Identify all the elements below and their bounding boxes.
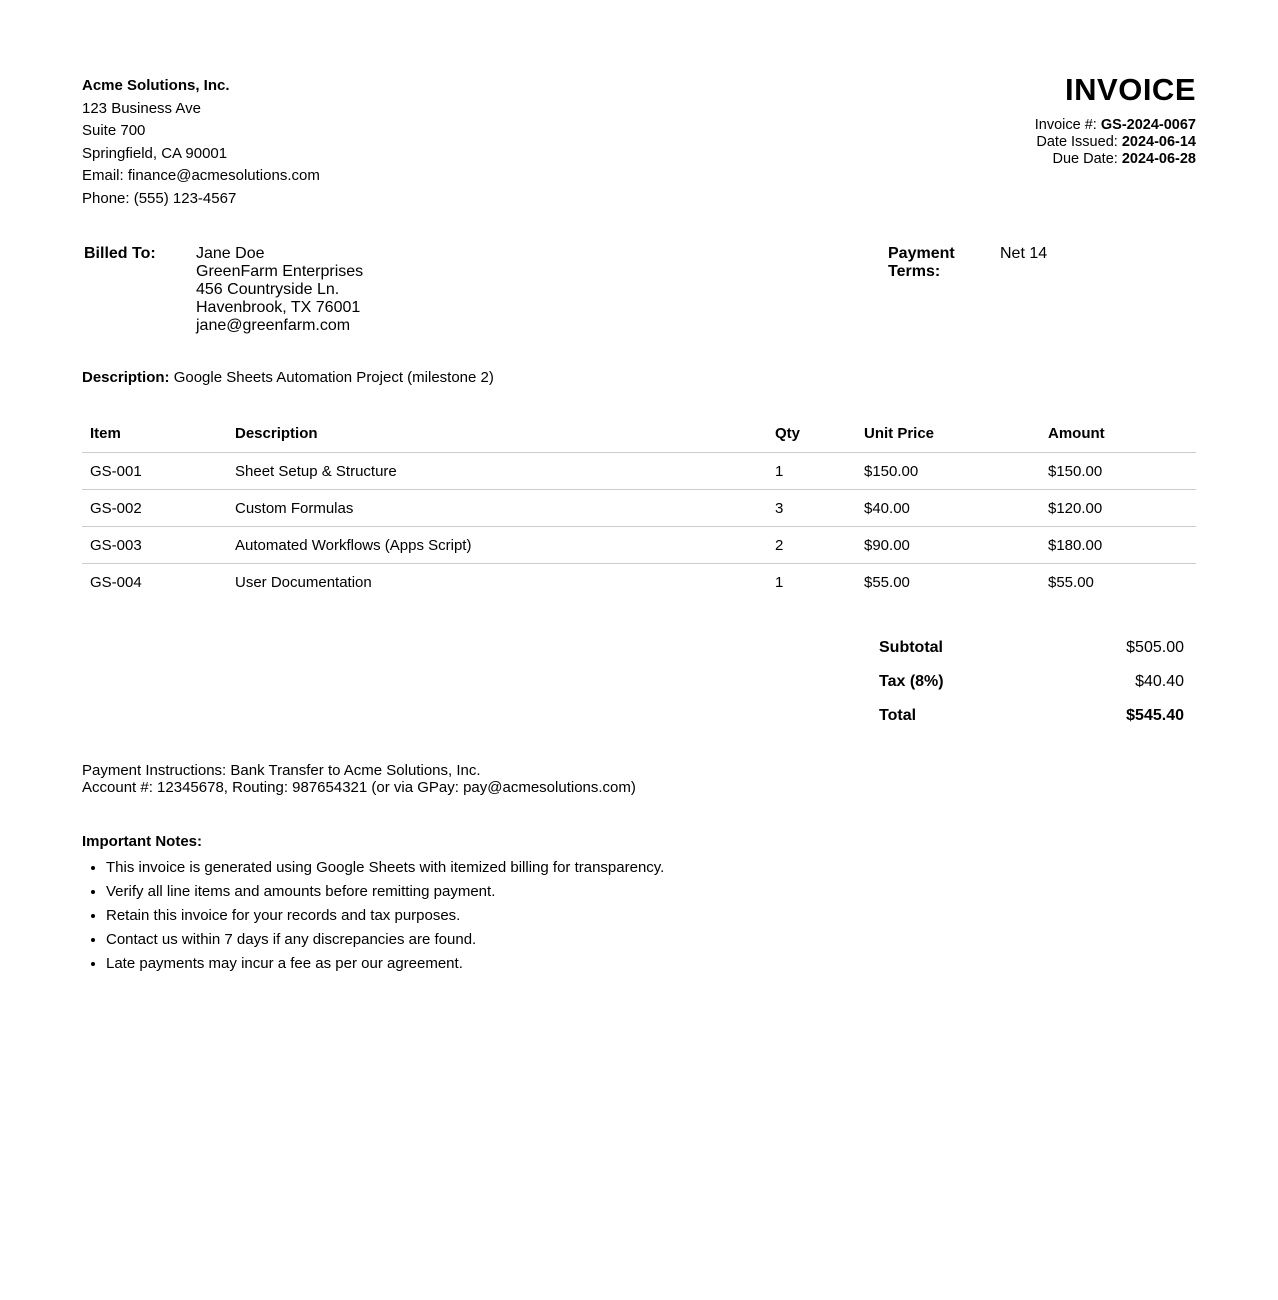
tax-row [879, 665, 1184, 699]
table-row [82, 527, 1196, 564]
date-issued: 2024-06-14 [1121, 134, 1196, 150]
line-items-table [82, 415, 1196, 600]
company-email: Email: finance@acmesolutions.com [82, 167, 320, 184]
item-code: GS-001 [82, 453, 227, 490]
item-description: Custom Formulas [227, 490, 767, 527]
subtotal-row [879, 631, 1184, 665]
list-item: • Contact us within 7 days if any discrepancies are found. [106, 928, 664, 952]
table-row [82, 564, 1196, 601]
due-date: 2024-06-28 [1121, 151, 1196, 167]
billed-to-address [196, 245, 363, 335]
payment-instructions-line2: Account #: 12345678, Routing: 987654321 (or via GPay: pay@acmesolutions.com) [82, 779, 636, 796]
item-qty: 1 [767, 453, 856, 490]
client-company: GreenFarm Enterprises [196, 263, 364, 280]
tax-value: $40.40 [1135, 673, 1184, 690]
item-description: Automated Workflows (Apps Script) [227, 527, 767, 564]
tax-label: Tax (8%) [879, 673, 944, 690]
invoice-header [1035, 72, 1196, 168]
item-amount: $55.00 [1048, 573, 1094, 591]
payment-terms-label: Payment Terms: [888, 245, 955, 280]
company-city: Springfield, CA 90001 [82, 144, 228, 162]
description-text: Google Sheets Automation Project (milestone 2) [173, 369, 494, 386]
date-issued-label: Date Issued: [1036, 134, 1118, 150]
description-label: Description: [82, 369, 170, 386]
total-value: $545.40 [1126, 707, 1184, 724]
header-unit-price: Unit Price [856, 415, 1040, 453]
invoice-number: GS-2024-0067 [1100, 117, 1196, 133]
item-amount: $150.00 [1040, 453, 1196, 490]
header-qty: Qty [767, 415, 856, 453]
notes-title: Important Notes: [82, 833, 202, 850]
total-label: Total [879, 707, 917, 724]
project-description [82, 369, 494, 386]
item-code: GS-004 [90, 573, 142, 591]
table-header-row [82, 415, 1196, 453]
list-item: • Verify all line items and amounts before remitting payment. [106, 880, 664, 904]
subtotal-label: Subtotal [879, 639, 943, 656]
header-description: Description [227, 415, 767, 453]
subtotal-value: $505.00 [1126, 639, 1184, 656]
total-row [879, 699, 1184, 733]
company-address-line2: Suite 700 [82, 122, 146, 139]
item-qty: 1 [775, 573, 784, 591]
list-item: • Retain this invoice for your records and tax purposes. [106, 904, 664, 928]
item-unit-price: $90.00 [856, 527, 1040, 564]
totals-section [879, 631, 1184, 733]
important-notes [82, 833, 664, 976]
client-email: jane@greenfarm.com [196, 317, 351, 334]
item-code: GS-002 [82, 490, 227, 527]
company-phone: Phone: (555) 123-4567 [82, 189, 237, 207]
item-qty: 3 [767, 490, 856, 527]
item-description: Sheet Setup & Structure [227, 453, 767, 490]
item-code: GS-003 [82, 527, 227, 564]
list-item: • Late payments may incur a fee as per our agreement. [106, 952, 664, 976]
item-unit-price: $55.00 [864, 573, 910, 591]
item-description: User Documentation [235, 573, 372, 591]
due-date-label: Due Date: [1052, 151, 1118, 167]
invoice-issued-line [1035, 134, 1196, 151]
item-qty: 2 [767, 527, 856, 564]
invoice-due-line [1035, 151, 1196, 168]
client-city: Havenbrook, TX 76001 [196, 299, 361, 316]
payment-instructions [82, 762, 636, 796]
header-amount: Amount [1040, 415, 1196, 453]
table-row [82, 490, 1196, 527]
invoice-number-line [1035, 117, 1196, 134]
item-amount: $120.00 [1040, 490, 1196, 527]
item-amount: $180.00 [1040, 527, 1196, 564]
client-name: Jane Doe [196, 245, 265, 262]
billed-to-label: Billed To: [84, 245, 156, 262]
payment-instructions-line1: Payment Instructions: Bank Transfer to Acme Solutions, Inc. [82, 762, 481, 779]
invoice-title: INVOICE [1065, 72, 1196, 107]
company-address-line1: 123 Business Ave [82, 99, 201, 117]
payment-terms-value: Net 14 [1000, 245, 1048, 262]
company-info [82, 75, 320, 210]
company-name: Acme Solutions, Inc. [82, 77, 230, 94]
item-unit-price: $40.00 [856, 490, 1040, 527]
item-unit-price: $150.00 [856, 453, 1040, 490]
table-row [82, 453, 1196, 490]
header-item: Item [82, 415, 227, 453]
notes-list [82, 856, 664, 976]
list-item: • This invoice is generated using Google Sheets with itemized billing for transparency. [106, 856, 664, 880]
invoice-number-label: Invoice #: [1034, 117, 1097, 133]
client-street: 456 Countryside Ln. [196, 281, 340, 298]
